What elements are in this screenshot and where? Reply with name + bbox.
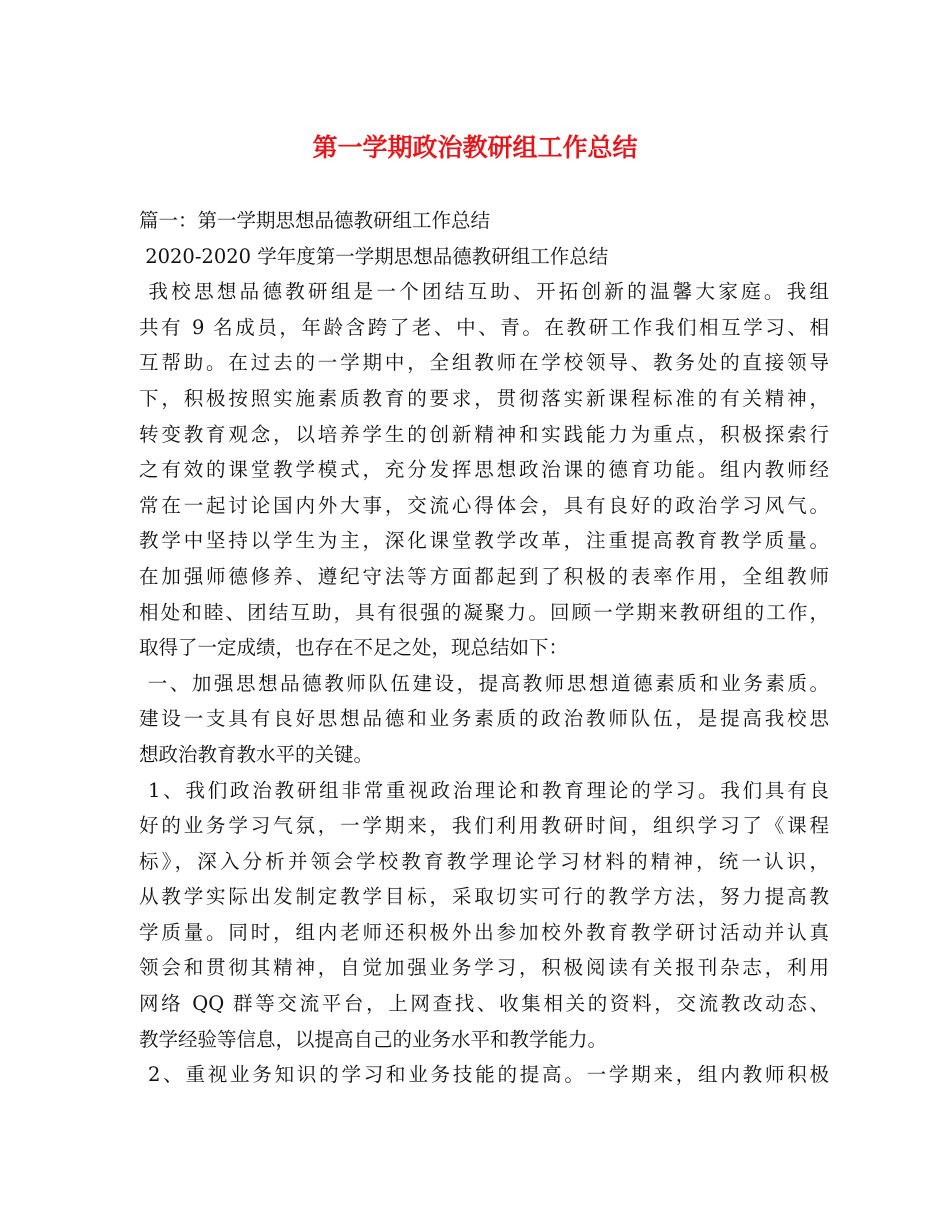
text-line: 之有效的课堂教学模式，充分发挥思想政治课的德育功能。组内教师经 — [139, 458, 829, 482]
text-line: 网络 QQ 群等交流平台，上网查找、收集相关的资料，交流教改动态、 — [139, 992, 829, 1016]
text-line: 转变教育观念，以培养学生的创新精神和实践能力为重点，积极探索行 — [139, 422, 829, 446]
text-line: 一、加强思想品德教师队伍建设，提高教师思想道德素质和业务素质。 — [139, 671, 829, 695]
text-line: 2、重视业务知识的学习和业务技能的提高。一学期来，组内教师积极 — [139, 1063, 829, 1087]
text-line: 1、我们政治教研组非常重视政治理论和教育理论的学习。我们具有良 — [139, 778, 829, 802]
text-line: 取得了一定成绩，也存在不足之处，现总结如下： — [139, 636, 569, 660]
document-body — [139, 203, 829, 1093]
text-line: 我校思想品德教研组是一个团结互助、开拓创新的温馨大家庭。我组 — [139, 280, 829, 304]
text-line: 下，积极按照实施素质教育的要求，贯彻落实新课程标准的有关精神， — [139, 386, 829, 410]
text-line: 学质量。同时，组内老师还积极外出参加校外教育教学研讨活动并认真 — [139, 920, 829, 944]
text-line: 共有 9 名成员，年龄含跨了老、中、青。在教研工作我们相互学习、相 — [139, 315, 829, 339]
text-line: 相处和睦、团结互助，具有很强的凝聚力。回顾一学期来教研组的工作， — [139, 600, 829, 624]
text-line: 篇一：第一学期思想品德教研组工作总结 — [139, 209, 491, 232]
text-line: 标》，深入分析并领会学校教育教学理论学习材料的精神，统一认识， — [139, 849, 829, 873]
text-line: 建设一支具有良好思想品德和业务素质的政治教师队伍，是提高我校思 — [139, 707, 829, 731]
text-line: 教学经验等信息，以提高自己的业务水平和教学能力。 — [139, 1027, 608, 1051]
text-line: 好的业务学习气氛，一学期来，我们利用教研时间，组织学习了《课程 — [139, 814, 829, 838]
text-line: 教学中坚持以学生为主，深化课堂教学改革，注重提高教育教学质量。 — [139, 529, 829, 553]
text-line: 想政治教育教水平的关键。 — [139, 742, 374, 766]
text-line: 领会和贯彻其精神，自觉加强业务学习，积极阅读有关报刊杂志，利用 — [139, 956, 829, 980]
text-line: 常在一起讨论国内外大事，交流心得体会，具有良好的政治学习风气。 — [139, 493, 829, 517]
text-line: 在加强师德修养、遵纪守法等方面都起到了积极的表率作用，全组教师 — [139, 564, 829, 588]
document-title: 第一学期政治教研组工作总结 — [312, 133, 638, 162]
text-line: 从教学实际出发制定教学目标，采取切实可行的教学方法，努力提高教 — [139, 885, 829, 909]
text-line: 2020-2020 学年度第一学期思想品德教研组工作总结 — [139, 244, 609, 268]
text-line: 互帮助。在过去的一学期中，全组教师在学校领导、教务处的直接领导 — [139, 351, 829, 375]
